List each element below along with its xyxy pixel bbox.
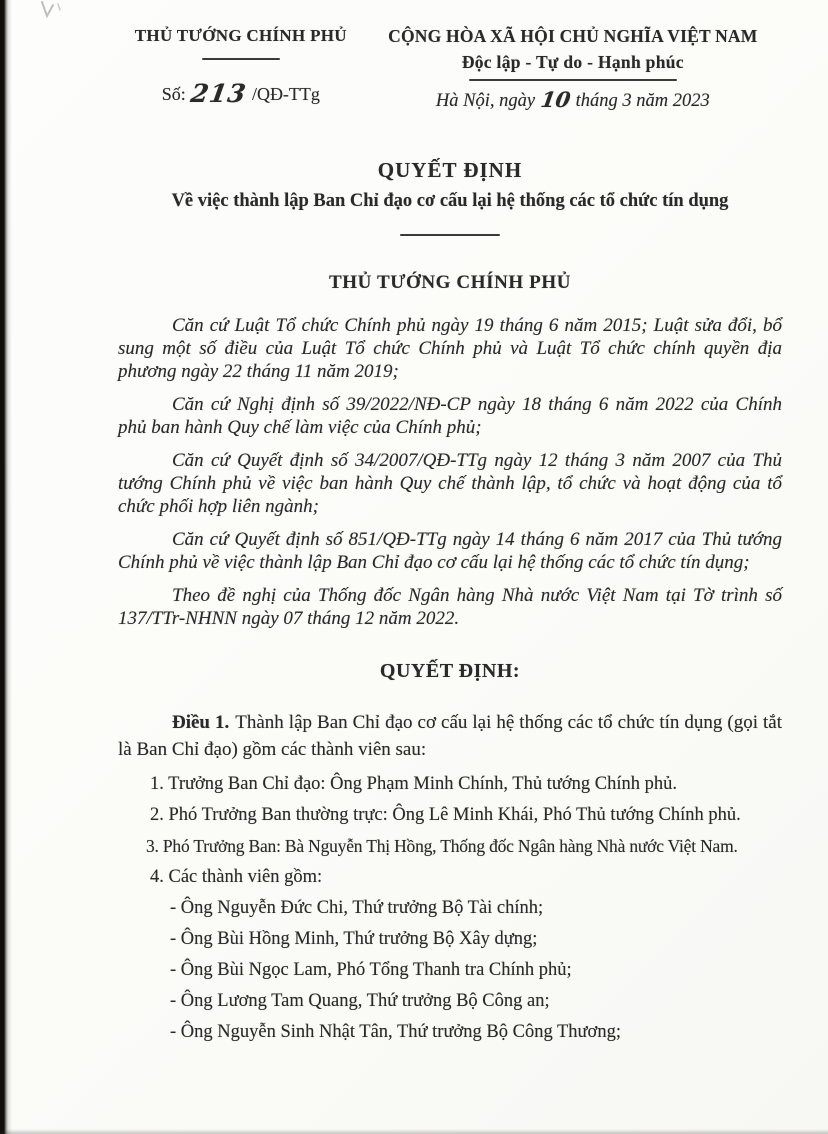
article-1 <box>118 709 782 763</box>
issuing-authority-block <box>118 26 364 108</box>
member-item: - Ông Lương Tam Quang, Thứ trưởng Bộ Công an; <box>170 991 550 1011</box>
preamble-paragraph: Căn cứ Luật Tổ chức Chính phủ ngày 19 tháng 6 năm 2015; Luật sửa đổi, bổ sung một số điều của Luật Tổ chức Chính phủ và Luật Tổ chức chính quyền địa phương ngày 22 tháng 11 năm 2019; <box>118 315 782 382</box>
member-item: 1. Trưởng Ban Chỉ đạo: Ông Phạm Minh Chính, Thủ tướng Chính phủ. <box>150 774 678 794</box>
member-item: 4. Các thành viên gồm: <box>150 867 323 887</box>
national-motto-block <box>364 26 782 112</box>
document-type-heading: QUYẾT ĐỊNH <box>377 158 523 182</box>
title-block <box>118 158 782 236</box>
document-number-handwritten: 213 <box>189 79 249 108</box>
country-name: CỘNG HÒA XÃ HỘI CHỦ NGHĨA VIỆT NAM <box>388 26 758 46</box>
document-number-prefix: Số: <box>161 84 186 104</box>
article-1-label: Điều 1. <box>172 712 230 733</box>
document-header <box>118 26 782 112</box>
scan-edge-bottom <box>0 1129 828 1134</box>
preamble-paragraph: Căn cứ Quyết định số 851/QĐ-TTg ngày 14 tháng 6 năm 2017 của Thủ tướng Chính phủ về việc thành lập Ban Chỉ đạo cơ cấu lại hệ thống các tổ chức tín dụng; <box>118 529 782 573</box>
national-motto: Độc lập - Tự do - Hạnh phúc <box>461 52 684 72</box>
place-and-date <box>364 87 782 112</box>
document-number <box>118 79 364 108</box>
member-item: 3. Phó Trưởng Ban: Bà Nguyễn Thị Hồng, Thống đốc Ngân hàng Nhà nước Việt Nam. <box>146 836 738 856</box>
member-item: - Ông Nguyễn Đức Chi, Thứ trưởng Bộ Tài chính; <box>170 898 544 918</box>
issuing-authority-name: THỦ TƯỚNG CHÍNH PHỦ <box>134 26 347 45</box>
article-1-text: Thành lập Ban Chỉ đạo cơ cấu lại hệ thống các tổ chức tín dụng (gọi tắt là Ban Chỉ đạo) gồm các thành viên sau: <box>118 712 783 760</box>
date-suffix: tháng 3 năm 2023 <box>575 91 710 111</box>
document-number-suffix: /QĐ-TTg <box>251 84 320 104</box>
members-list <box>118 773 782 1044</box>
member-item: - Ông Nguyễn Sinh Nhật Tân, Thứ trưởng Bộ Công Thương; <box>170 1022 621 1042</box>
preamble-paragraph: Theo đề nghị của Thống đốc Ngân hàng Nhà nước Việt Nam tại Tờ trình số 137/TTr-NHNN ngày 07 tháng 12 năm 2022. <box>118 585 782 629</box>
document-subject: Về việc thành lập Ban Chỉ đạo cơ cấu lại hệ thống các tổ chức tín dụng <box>171 191 729 211</box>
date-prefix: Hà Nội, ngày <box>435 91 536 111</box>
preamble-section <box>118 314 782 630</box>
header-left-rule <box>202 58 280 60</box>
decision-heading: QUYẾT ĐỊNH: <box>379 660 521 682</box>
member-item: - Ông Bùi Hồng Minh, Thứ trưởng Bộ Xây dựng; <box>170 929 538 949</box>
header-right-rule <box>469 79 677 81</box>
preamble-paragraph: Căn cứ Nghị định số 39/2022/NĐ-CP ngày 18 tháng 6 năm 2022 của Chính phủ ban hành Quy chế làm việc của Chính phủ; <box>118 394 782 438</box>
date-day-handwritten: 10 <box>538 87 573 112</box>
member-item: - Ông Bùi Ngọc Lam, Phó Tổng Thanh tra Chính phủ; <box>170 960 572 980</box>
member-item: 2. Phó Trưởng Ban thường trực: Ông Lê Minh Khái, Phó Thủ tướng Chính phủ. <box>150 805 741 825</box>
issuer-heading: THỦ TƯỚNG CHÍNH PHỦ <box>328 272 572 293</box>
title-rule <box>400 234 500 236</box>
preamble-paragraph: Căn cứ Quyết định số 34/2007/QĐ-TTg ngày 12 tháng 3 năm 2007 của Thủ tướng Chính phủ về việc ban hành Quy chế thành lập, tổ chức và hoạt động của tổ chức phối hợp liên ngành; <box>118 450 782 517</box>
